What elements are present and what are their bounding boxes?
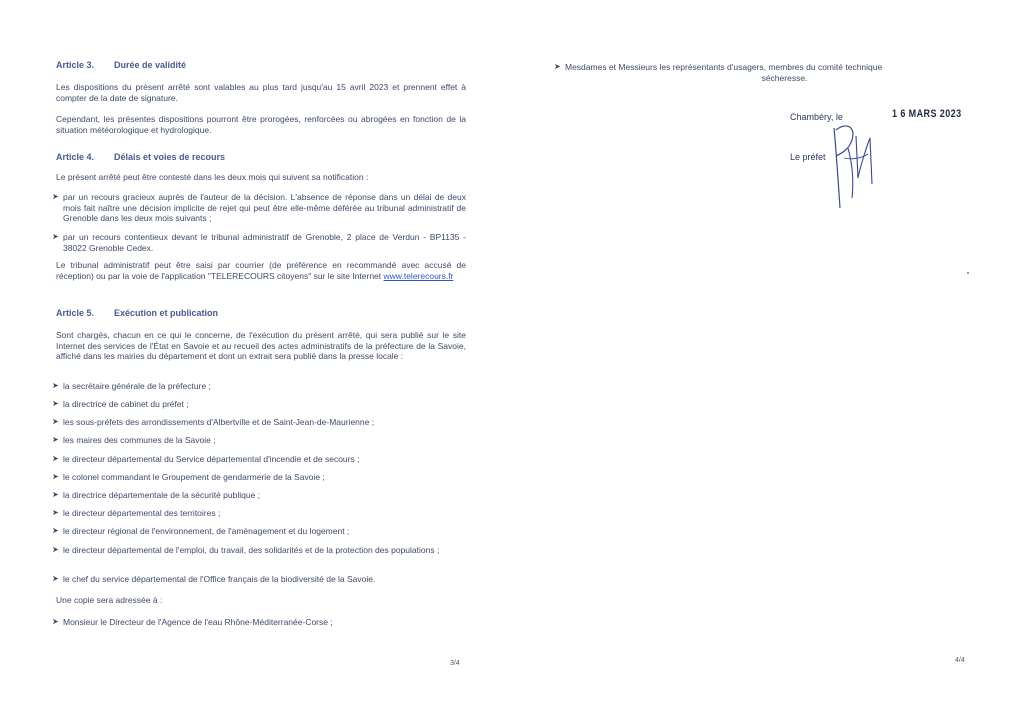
- list-item: [52, 417, 466, 428]
- page-number: 4/4: [955, 657, 965, 664]
- article-title: Exécution et publication: [114, 308, 219, 318]
- list-item-text: par un recours gracieux auprès de l'auteur de la décision. L'absence de réponse dans un délai de deux mois fait naître une décision implicite de rejet qui peut être elle-même déférée au tribunal administratif de Grenoble dans les deux mois suivants ;: [63, 192, 466, 224]
- article-4-closing: [56, 260, 466, 281]
- list-item-text: les sous-préfets des arrondissements d'Albertville et de Saint-Jean-de-Maurienne ;: [63, 417, 375, 427]
- list-item-text: la directrice de cabinet du préfet ;: [63, 399, 189, 409]
- list-item: [52, 435, 466, 446]
- arrowhead-icon: ➤: [52, 399, 59, 408]
- list-item-text: Monsieur le Directeur de l'Agence de l'eau Rhône-Méditerranée-Corse ;: [63, 617, 333, 627]
- arrowhead-icon: ➤: [52, 232, 59, 241]
- article-number: Article 4.: [56, 152, 95, 162]
- article-number: Article 5.: [56, 308, 95, 318]
- list-item-text: le directeur départemental des territoires ;: [63, 508, 221, 518]
- page-number: 3/4: [450, 660, 460, 667]
- article-number: Article 3.: [56, 60, 95, 70]
- list-item: [52, 490, 466, 501]
- article-5-heading: [56, 308, 218, 318]
- article-title: Délais et voies de recours: [114, 152, 226, 162]
- arrowhead-icon: ➤: [52, 617, 59, 626]
- arrowhead-icon: ➤: [52, 508, 59, 517]
- signatory-title: Le préfet: [790, 152, 826, 162]
- list-item: [52, 526, 466, 537]
- arrowhead-icon: ➤: [52, 381, 59, 390]
- arrowhead-icon: ➤: [52, 545, 59, 554]
- list-item-text: le directeur départemental de l'emploi, du travail, des solidarités et de la protection des populations ;: [63, 545, 440, 555]
- list-item: [52, 232, 466, 253]
- article-5-intro: Sont chargés, chacun en ce qui le concerne, de l'exécution du présent arrêté, qui sera publié sur le site Internet des services de l'État en Savoie et au recueil des actes administratifs de la préfecture de la Savoie, affiché dans les mairies du département et dont un extrait sera publié dans la presse locale :: [56, 330, 466, 362]
- list-item: [52, 399, 466, 410]
- arrowhead-icon: ➤: [52, 417, 59, 426]
- list-item: [52, 508, 466, 519]
- list-item-text: le directeur départemental du Service départemental d'incendie et de secours ;: [63, 454, 360, 464]
- list-item-text: par un recours contentieux devant le tribunal administratif de Grenoble, 2 place de Verdun - BP1135 - 38022 Grenoble Cedex.: [63, 232, 466, 253]
- arrowhead-icon: ➤: [52, 454, 59, 463]
- list-item-text: la secrétaire générale de la préfecture ;: [63, 381, 211, 391]
- arrowhead-icon: ➤: [52, 435, 59, 444]
- list-item-line-2: sécheresse.: [761, 72, 808, 83]
- list-item-text: le colonel commandant le Groupement de gendarmerie de la Savoie ;: [63, 472, 325, 482]
- date-stamp: 1 6 MARS 2023: [892, 108, 962, 120]
- article-3-paragraph-1: Les dispositions du présent arrêté sont valables au plus tard jusqu'au 15 avril 2023 et prennent effet à compter de la date de signature.: [56, 82, 466, 103]
- article-3-heading: [56, 60, 186, 70]
- list-item-text: [565, 62, 964, 83]
- list-item: [52, 472, 466, 483]
- article-4-intro: Le présent arrêté peut être contesté dans les deux mois qui suivent sa notification :: [56, 172, 369, 182]
- list-item: [554, 62, 964, 83]
- arrowhead-icon: ➤: [52, 472, 59, 481]
- arrowhead-icon: ➤: [52, 526, 59, 535]
- list-item-line-1: Mesdames et Messieurs les représentants d'usagers, membres du comité technique: [565, 62, 883, 72]
- signature-place: Chambéry, le: [790, 112, 843, 122]
- copy-recipient: [52, 617, 466, 628]
- list-item-text: la directrice départementale de la sécurité publique ;: [63, 490, 261, 500]
- arrowhead-icon: ➤: [52, 574, 59, 583]
- list-item-text: les maires des communes de la Savoie ;: [63, 435, 216, 445]
- handwritten-signature: [822, 118, 882, 218]
- list-item: [52, 381, 466, 392]
- article-3-paragraph-2: Cependant, les présentes dispositions pourront être prorogées, renforcées ou abrogées en fonction de la situation météorologique et hydrologique.: [56, 114, 466, 135]
- list-item: [52, 574, 466, 585]
- scan-speck: [967, 272, 969, 274]
- list-item-text: le chef du service départemental de l'Office français de la biodiversité de la Savoie.: [63, 574, 376, 584]
- list-item: [52, 545, 466, 556]
- list-item-text: le directeur régional de l'environnement, de l'aménagement et du logement ;: [63, 526, 350, 536]
- arrowhead-icon: ➤: [52, 192, 59, 201]
- article-4-heading: [56, 152, 225, 162]
- list-item: [52, 454, 466, 465]
- closing-text: Le tribunal administratif peut être saisi par courrier (de préférence en recommandé avec accusé de réception) ou par la voie de l'application "TELERECOURS citoyens" sur le site Internet: [56, 260, 466, 281]
- copy-intro: Une copie sera adressée à :: [56, 595, 163, 605]
- arrowhead-icon: ➤: [554, 62, 561, 71]
- arrowhead-icon: ➤: [52, 490, 59, 499]
- telerecours-link[interactable]: www.telerecours.fr: [383, 270, 454, 281]
- article-title: Durée de validité: [114, 60, 187, 70]
- page-right: [512, 0, 1024, 724]
- list-item: [52, 192, 466, 224]
